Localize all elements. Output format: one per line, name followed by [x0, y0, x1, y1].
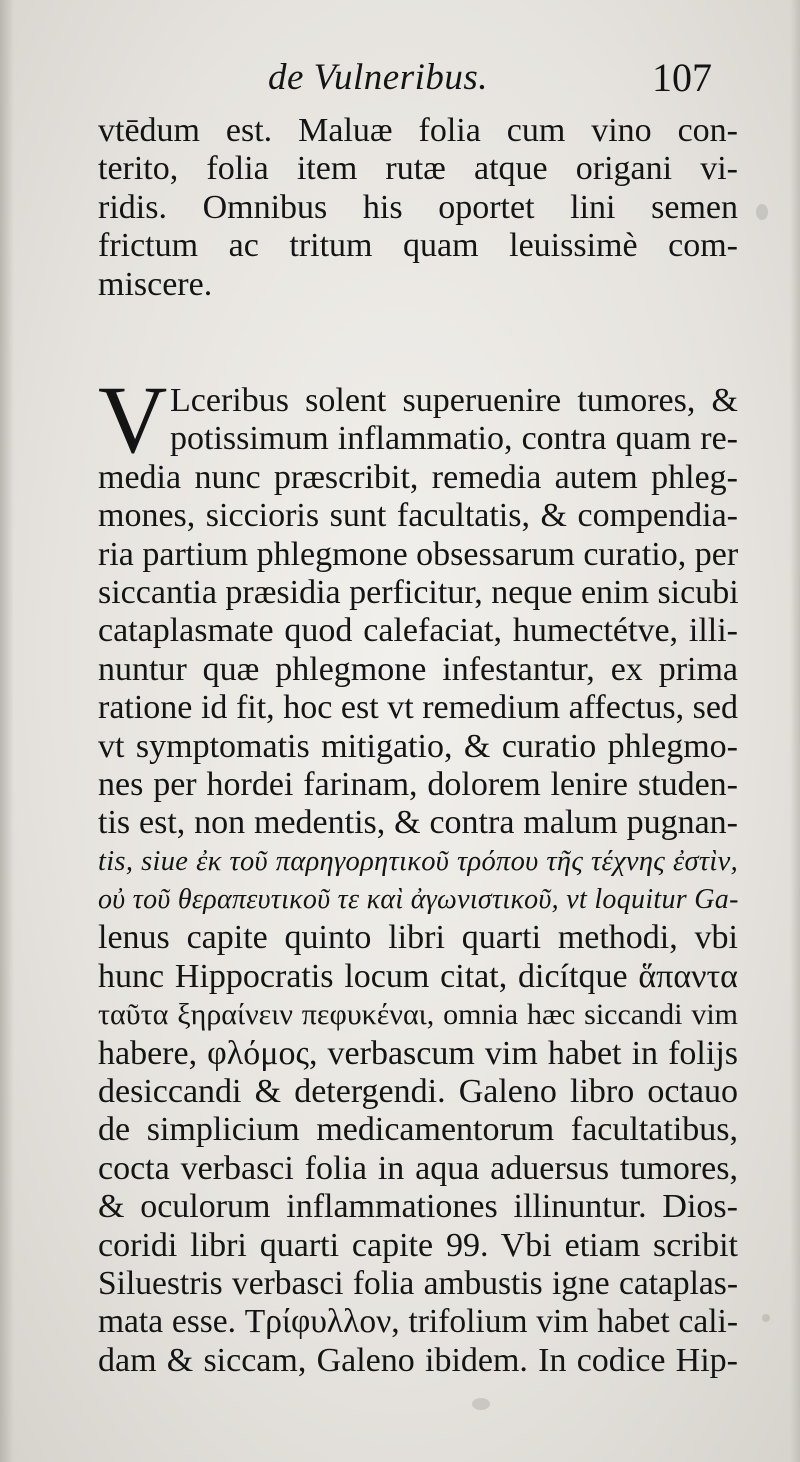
text-line: tis est, non medentis, & contra malum pugnan-	[98, 804, 738, 842]
top-paragraph	[98, 112, 738, 304]
text-line: mata esse. Τρίφυλλον, trifolium vim habet cali-	[98, 1303, 738, 1341]
text-line: dam & siccam, Galeno ibidem. In codice Hip-	[98, 1341, 738, 1379]
text-line: vt symptomatis mitigatio, & curatio phlegmo-	[98, 727, 738, 765]
text-line: ria partium phlegmone obsessarum curatio, per	[98, 535, 739, 573]
text-line: Lceribus solent superuenire tumores, &	[170, 382, 738, 419]
running-head-title: de Vulneribus.	[268, 57, 489, 98]
text-line: & oculorum inflammationes illinuntur. Dios-	[98, 1188, 738, 1226]
text-line: frictum ac tritum quam leuissimè com-	[98, 227, 738, 265]
main-paragraph	[98, 382, 738, 1380]
paper-spot	[762, 1314, 770, 1322]
text-line-greek: tis, siue ἐκ τοῦ παρηγορητικοῦ τρόπου τῆς τέχνης ἐστὶν,	[98, 845, 738, 877]
page-number: 107	[652, 55, 712, 100]
text-line: mones, siccioris sunt facultatis, & compendia-	[98, 497, 738, 535]
page-edge-shadow-right	[790, 0, 800, 1462]
text-line: desiccandi & detergendi. Galeno libro octauo	[98, 1073, 738, 1111]
text-line: cataplasmate quod calefaciat, humectétve, illi-	[98, 612, 738, 650]
page-edge-shadow-left	[0, 0, 14, 1462]
text-line: media nunc præscribit, remedia autem phleg-	[98, 458, 738, 496]
running-head	[0, 56, 800, 104]
text-line: coridi libri quarti capite 99. Vbi etiam scribit	[98, 1226, 738, 1264]
text-line: hunc Hippocratis locum citat, dicítque ἅπαντα	[98, 957, 738, 995]
text-line: Siluestris verbasci folia ambustis igne cataplas-	[98, 1264, 738, 1302]
text-line: miscere.	[98, 265, 213, 303]
text-line: ridis. Omnibus his oportet lini semen	[98, 188, 738, 226]
text-line-greek: οὐ τοῦ θεραπευτικοῦ τε καὶ ἀγωνιστικοῦ, vt loquitur Ga-	[98, 884, 739, 916]
paper-spot	[756, 204, 768, 220]
drop-cap-initial: V	[98, 366, 168, 473]
text-line: habere, φλόμος, verbascum vim habet in folijs	[98, 1034, 738, 1072]
text-line: lenus capite quinto libri quarti methodi, vbi	[98, 919, 738, 957]
text-line: vtēdum est. Maluæ folia cum vino con-	[98, 112, 738, 149]
text-line: terito, folia item rutæ atque origani vi-	[98, 150, 738, 188]
text-line: siccantia præsidia perficitur, neque enim sicubi	[98, 573, 739, 611]
text-line: ταῦτα ξηραίνειν πεφυκέναι, omnia hæc siccandi vim	[98, 998, 738, 1032]
text-line: cocta verbasci folia in aqua aduersus tumores,	[98, 1149, 738, 1187]
text-line: potissimum inflammatio, contra quam re-	[170, 420, 738, 458]
paper-spot	[472, 1398, 490, 1410]
text-line: nuntur quæ phlegmone infestantur, ex prima	[98, 650, 738, 688]
text-line: de simplicium medicamentorum facultatibus,	[98, 1111, 738, 1149]
text-line: ratione id fit, hoc est vt remedium affectus, sed	[98, 689, 738, 727]
text-line: nes per hordei farinam, dolorem lenire studen-	[98, 765, 738, 803]
